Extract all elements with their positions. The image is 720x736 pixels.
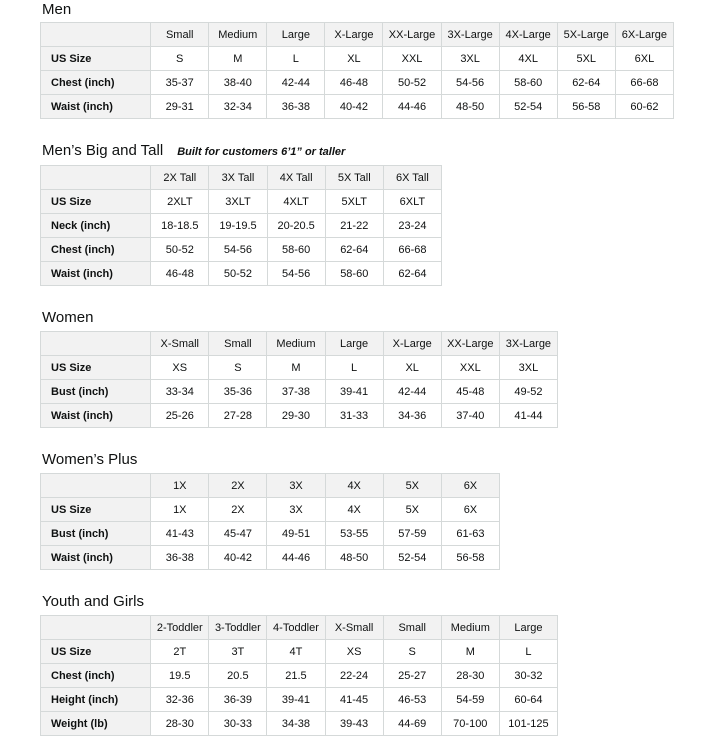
value-cell: 6XLT: [383, 190, 441, 214]
table-row: [41, 712, 558, 736]
column-header: X-Small: [325, 616, 383, 640]
value-cell: XXL: [383, 47, 441, 71]
table-row: [41, 47, 674, 71]
value-cell: 32-34: [209, 95, 267, 119]
value-cell: 45-47: [209, 522, 267, 546]
column-header: Medium: [267, 332, 325, 356]
value-cell: 45-48: [441, 380, 499, 404]
value-cell: 66-68: [615, 71, 673, 95]
value-cell: 3XLT: [209, 190, 267, 214]
column-header: 5X: [383, 474, 441, 498]
value-cell: 42-44: [383, 380, 441, 404]
size-table-men-s-big-and-tall: [40, 165, 442, 286]
row-label: Waist (inch): [41, 95, 151, 119]
column-header: 5X-Large: [557, 23, 615, 47]
value-cell: XS: [325, 640, 383, 664]
value-cell: 18-18.5: [151, 214, 209, 238]
table-row: [41, 664, 558, 688]
row-label: US Size: [41, 640, 151, 664]
value-cell: 30-32: [499, 664, 557, 688]
table-row: [41, 640, 558, 664]
section-title: [42, 310, 720, 326]
section-title-text: Men: [42, 1, 72, 18]
column-header: 2X: [209, 474, 267, 498]
row-label: US Size: [41, 498, 151, 522]
column-header: XX-Large: [441, 332, 499, 356]
table-header-row: [41, 616, 558, 640]
value-cell: 6X: [441, 498, 499, 522]
size-table-women: [40, 331, 558, 428]
value-cell: 20-20.5: [267, 214, 325, 238]
column-header: Medium: [441, 616, 499, 640]
value-cell: 61-63: [441, 522, 499, 546]
section-title: [42, 143, 720, 160]
table-row: [41, 214, 442, 238]
value-cell: 52-54: [499, 95, 557, 119]
size-table-women-s-plus: [40, 473, 500, 570]
row-label: Chest (inch): [41, 71, 151, 95]
column-header: 3-Toddler: [209, 616, 267, 640]
value-cell: 31-33: [325, 404, 383, 428]
value-cell: 70-100: [441, 712, 499, 736]
row-label: Waist (inch): [41, 546, 151, 570]
value-cell: 20.5: [209, 664, 267, 688]
table-header-row: [41, 474, 500, 498]
table-row: [41, 688, 558, 712]
value-cell: XS: [151, 356, 209, 380]
value-cell: 4T: [267, 640, 325, 664]
value-cell: 3XL: [499, 356, 557, 380]
row-label: Waist (inch): [41, 404, 151, 428]
value-cell: 60-62: [615, 95, 673, 119]
value-cell: 46-48: [151, 262, 209, 286]
row-label: US Size: [41, 356, 151, 380]
value-cell: 34-36: [383, 404, 441, 428]
size-section-women: [40, 310, 720, 428]
column-header: Large: [499, 616, 557, 640]
table-row: [41, 546, 500, 570]
value-cell: 25-27: [383, 664, 441, 688]
value-cell: L: [325, 356, 383, 380]
value-cell: 50-52: [209, 262, 267, 286]
column-header: 3X-Large: [441, 23, 499, 47]
size-table-youth-and-girls: [40, 615, 558, 736]
section-title-text: Women’s Plus: [42, 451, 138, 468]
value-cell: XL: [325, 47, 383, 71]
value-cell: 28-30: [441, 664, 499, 688]
column-header: X-Small: [151, 332, 209, 356]
value-cell: 30-33: [209, 712, 267, 736]
row-label: US Size: [41, 47, 151, 71]
value-cell: 36-38: [151, 546, 209, 570]
value-cell: 21-22: [325, 214, 383, 238]
value-cell: 40-42: [209, 546, 267, 570]
size-table-men: [40, 22, 674, 119]
value-cell: 54-56: [267, 262, 325, 286]
row-label: Neck (inch): [41, 214, 151, 238]
value-cell: 4XLT: [267, 190, 325, 214]
value-cell: 49-51: [267, 522, 325, 546]
value-cell: M: [209, 47, 267, 71]
size-section-men-s-big-and-tall: [40, 143, 720, 286]
value-cell: 2T: [151, 640, 209, 664]
value-cell: 2XLT: [151, 190, 209, 214]
column-header: 2-Toddler: [151, 616, 209, 640]
column-header: X-Large: [383, 332, 441, 356]
column-header: 4X: [325, 474, 383, 498]
value-cell: 41-43: [151, 522, 209, 546]
value-cell: 25-26: [151, 404, 209, 428]
value-cell: 50-52: [151, 238, 209, 262]
value-cell: 41-45: [325, 688, 383, 712]
value-cell: 56-58: [557, 95, 615, 119]
value-cell: 42-44: [267, 71, 325, 95]
column-header: 5X Tall: [325, 166, 383, 190]
section-title-text: Men’s Big and Tall: [42, 142, 164, 159]
value-cell: 66-68: [383, 238, 441, 262]
value-cell: 57-59: [383, 522, 441, 546]
value-cell: 49-52: [499, 380, 557, 404]
value-cell: S: [151, 47, 209, 71]
value-cell: M: [267, 356, 325, 380]
size-section-men: [40, 2, 720, 119]
value-cell: 50-52: [383, 71, 441, 95]
section-title: [42, 2, 720, 18]
column-header: 6X-Large: [615, 23, 673, 47]
column-header: 3X: [267, 474, 325, 498]
value-cell: 44-46: [267, 546, 325, 570]
value-cell: 58-60: [325, 262, 383, 286]
value-cell: 37-38: [267, 380, 325, 404]
column-header: 2X Tall: [151, 166, 209, 190]
value-cell: 62-64: [325, 238, 383, 262]
column-header: X-Large: [325, 23, 383, 47]
value-cell: 27-28: [209, 404, 267, 428]
row-label: Bust (inch): [41, 380, 151, 404]
value-cell: S: [383, 640, 441, 664]
value-cell: 32-36: [151, 688, 209, 712]
column-header: Small: [383, 616, 441, 640]
value-cell: 3T: [209, 640, 267, 664]
value-cell: 101-125: [499, 712, 557, 736]
value-cell: 54-59: [441, 688, 499, 712]
value-cell: 36-39: [209, 688, 267, 712]
value-cell: XXL: [441, 356, 499, 380]
value-cell: 58-60: [267, 238, 325, 262]
value-cell: L: [499, 640, 557, 664]
column-header: 1X: [151, 474, 209, 498]
row-label: Chest (inch): [41, 664, 151, 688]
value-cell: 29-31: [151, 95, 209, 119]
table-row: [41, 356, 558, 380]
value-cell: 39-41: [267, 688, 325, 712]
value-cell: 33-34: [151, 380, 209, 404]
value-cell: 1X: [151, 498, 209, 522]
value-cell: 5X: [383, 498, 441, 522]
value-cell: 48-50: [325, 546, 383, 570]
value-cell: 21.5: [267, 664, 325, 688]
value-cell: 4X: [325, 498, 383, 522]
table-row: [41, 238, 442, 262]
value-cell: 48-50: [441, 95, 499, 119]
value-cell: 3XL: [441, 47, 499, 71]
column-header: Large: [325, 332, 383, 356]
column-header: XX-Large: [383, 23, 441, 47]
corner-cell: [41, 616, 151, 640]
table-row: [41, 498, 500, 522]
value-cell: 4XL: [499, 47, 557, 71]
row-label: Chest (inch): [41, 238, 151, 262]
value-cell: 62-64: [383, 262, 441, 286]
value-cell: 41-44: [499, 404, 557, 428]
value-cell: 52-54: [383, 546, 441, 570]
value-cell: 19-19.5: [209, 214, 267, 238]
column-header: Large: [267, 23, 325, 47]
section-title-text: Women: [42, 309, 94, 326]
table-header-row: [41, 166, 442, 190]
corner-cell: [41, 23, 151, 47]
value-cell: 58-60: [499, 71, 557, 95]
column-header: 4X-Large: [499, 23, 557, 47]
value-cell: 34-38: [267, 712, 325, 736]
value-cell: 36-38: [267, 95, 325, 119]
value-cell: 38-40: [209, 71, 267, 95]
table-row: [41, 71, 674, 95]
value-cell: 19.5: [151, 664, 209, 688]
section-title: [42, 452, 720, 468]
value-cell: 23-24: [383, 214, 441, 238]
column-header: 4X Tall: [267, 166, 325, 190]
value-cell: 3X: [267, 498, 325, 522]
value-cell: 5XLT: [325, 190, 383, 214]
column-header: Medium: [209, 23, 267, 47]
value-cell: 37-40: [441, 404, 499, 428]
row-label: Height (inch): [41, 688, 151, 712]
table-row: [41, 380, 558, 404]
value-cell: 22-24: [325, 664, 383, 688]
value-cell: 46-48: [325, 71, 383, 95]
value-cell: 35-36: [209, 380, 267, 404]
value-cell: 53-55: [325, 522, 383, 546]
section-title: [42, 594, 720, 610]
table-row: [41, 404, 558, 428]
value-cell: 39-41: [325, 380, 383, 404]
value-cell: 46-53: [383, 688, 441, 712]
value-cell: 44-69: [383, 712, 441, 736]
value-cell: 35-37: [151, 71, 209, 95]
column-header: Small: [209, 332, 267, 356]
value-cell: 56-58: [441, 546, 499, 570]
row-label: Bust (inch): [41, 522, 151, 546]
table-header-row: [41, 23, 674, 47]
row-label: US Size: [41, 190, 151, 214]
value-cell: 40-42: [325, 95, 383, 119]
value-cell: 44-46: [383, 95, 441, 119]
column-header: 3X Tall: [209, 166, 267, 190]
corner-cell: [41, 474, 151, 498]
corner-cell: [41, 166, 151, 190]
value-cell: 2X: [209, 498, 267, 522]
row-label: Waist (inch): [41, 262, 151, 286]
section-subtitle: Built for customers 6’1” or taller: [177, 146, 346, 158]
value-cell: 28-30: [151, 712, 209, 736]
table-row: [41, 95, 674, 119]
column-header: 6X Tall: [383, 166, 441, 190]
table-row: [41, 190, 442, 214]
value-cell: 29-30: [267, 404, 325, 428]
column-header: 6X: [441, 474, 499, 498]
table-row: [41, 262, 442, 286]
size-section-youth-and-girls: [40, 594, 720, 736]
value-cell: S: [209, 356, 267, 380]
value-cell: M: [441, 640, 499, 664]
column-header: Small: [151, 23, 209, 47]
table-row: [41, 522, 500, 546]
corner-cell: [41, 332, 151, 356]
value-cell: L: [267, 47, 325, 71]
value-cell: 6XL: [615, 47, 673, 71]
value-cell: 54-56: [209, 238, 267, 262]
column-header: 3X-Large: [499, 332, 557, 356]
value-cell: 60-64: [499, 688, 557, 712]
table-header-row: [41, 332, 558, 356]
section-title-text: Youth and Girls: [42, 593, 145, 610]
row-label: Weight (lb): [41, 712, 151, 736]
size-section-women-s-plus: [40, 452, 720, 570]
value-cell: XL: [383, 356, 441, 380]
column-header: 4-Toddler: [267, 616, 325, 640]
value-cell: 54-56: [441, 71, 499, 95]
value-cell: 39-43: [325, 712, 383, 736]
value-cell: 62-64: [557, 71, 615, 95]
value-cell: 5XL: [557, 47, 615, 71]
